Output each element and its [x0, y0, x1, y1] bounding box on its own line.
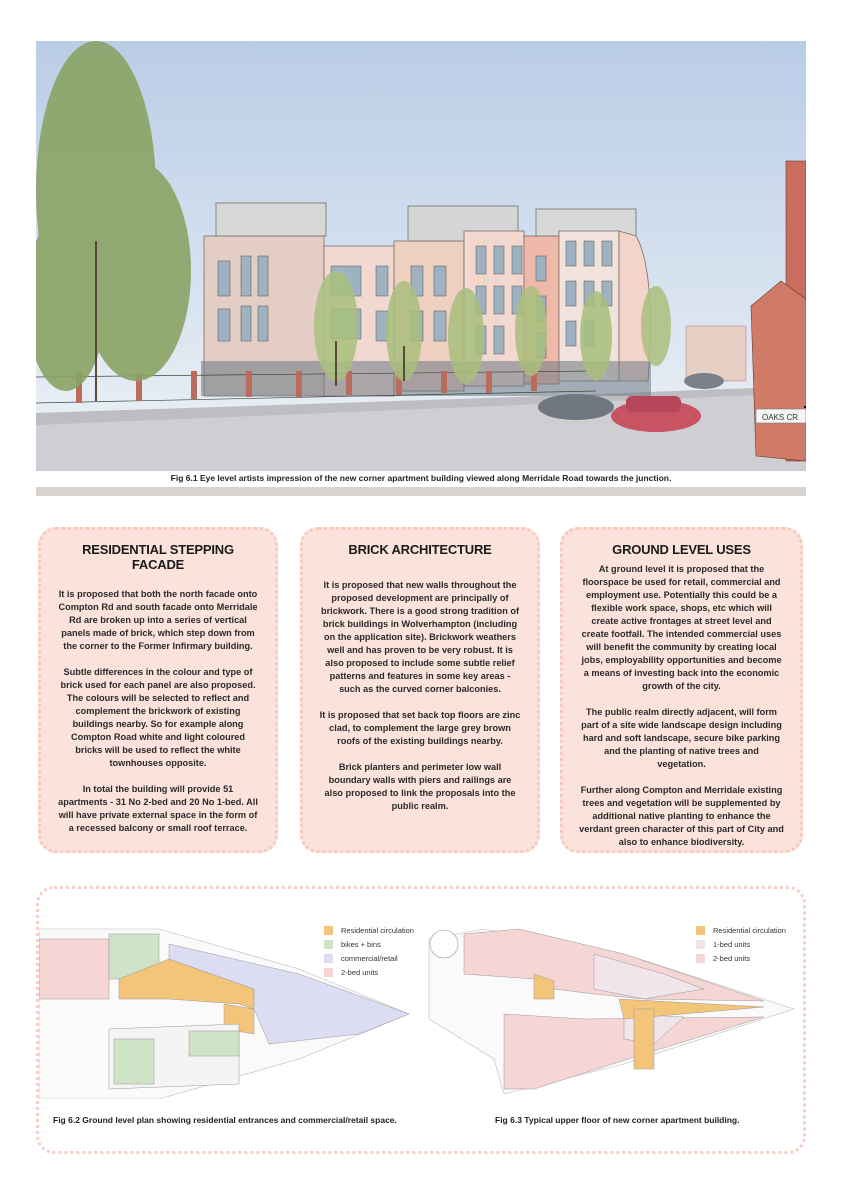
legend-label: commercial/retail — [341, 953, 398, 963]
legend-swatch — [696, 926, 705, 935]
card-paragraph: Brick planters and perimeter low wall boundary walls with piers and railings are also proposed to link the proposals into the public realm. — [324, 762, 516, 811]
figure-caption-6-1: Fig 6.1 Eye level artists impression of the new corner apartment building viewed along Merridale Road towards the junction. — [36, 471, 806, 487]
artist-impression-image — [36, 41, 806, 471]
card-paragraph: It is proposed that both the north facade onto Compton Rd and south facade onto Merridale Rd are broken up into a series of vertical panels made of brick, which step down from the corner to the Former Infirmary building. — [58, 589, 258, 651]
card-paragraph: Further along Compton and Merridale existing trees and vegetation will be supplemented by additional native planting to enhance the verdant green character of this part of City and also to enhance biodiversity. — [579, 785, 784, 847]
card-paragraph: The public realm directly adjacent, will form part of a site wide landscape design including hard and soft landscape, secure bike parking and the planting of native trees and vegetation. — [581, 707, 782, 769]
legend-item — [696, 923, 786, 937]
legend-swatch — [324, 926, 333, 935]
legend-item — [696, 951, 786, 965]
card-title: GROUND LEVEL USES — [612, 542, 751, 557]
legend-label: 2-bed units — [713, 953, 751, 963]
card-paragraph: At ground level it is proposed that the floorspace be used for retail, commercial and employment use. Potentially this could be a flexible work space, shops, etc which will create active frontages at street level and create footfall. The intended commercial uses will benefit the community by creating local jobs, employability opportunities and become a means of investing back into the economic growth of the city. — [581, 564, 782, 691]
legend-label: Residential circulation — [713, 925, 786, 935]
legend-item — [324, 923, 414, 937]
legend-swatch — [324, 940, 333, 949]
hero-illustration — [36, 41, 806, 471]
legend-label: 2-bed units — [341, 967, 379, 977]
legend-item — [324, 965, 414, 979]
card-paragraph: In total the building will provide 51 apartments - 31 No 2-bed and 20 No 1-bed. All will have private external space in the form of a recessed balcony or small roof terrace. — [58, 784, 258, 833]
card-paragraph: Subtle differences in the colour and type of brick used for each panel are also proposed. The colours will be selected to reflect and complement the brickwork of existing buildings nearby. So for example along Compton Road white and light coloured bricks will be used to reflect the white townhouses opposite. — [60, 667, 256, 768]
legend-label: 1-bed units — [713, 939, 751, 949]
legend-label: bikes + bins — [341, 939, 381, 949]
legend-item — [696, 937, 786, 951]
floor-plans-panel — [36, 886, 806, 1154]
card-ground-level-uses — [560, 527, 803, 853]
street-sign-text: OAKS CR — [762, 413, 799, 422]
figure-caption-6-2: Fig 6.2 Ground level plan showing residential entrances and commercial/retail space. — [53, 1115, 397, 1125]
figure-caption-6-3: Fig 6.3 Typical upper floor of new corner apartment building. — [495, 1115, 740, 1125]
legend-label: Residential circulation — [341, 925, 414, 935]
legend-swatch — [696, 940, 705, 949]
legend-swatch — [324, 968, 333, 977]
ground-plan-legend — [324, 923, 414, 979]
card-paragraph: It is proposed that set back top floors are zinc clad, to complement the large grey brown roofs of the existing buildings nearby. — [319, 710, 521, 746]
legend-swatch — [696, 954, 705, 963]
card-title: RESIDENTIAL STEPPING FACADE — [82, 542, 234, 572]
divider-strip — [36, 487, 806, 496]
card-title: BRICK ARCHITECTURE — [348, 542, 492, 557]
legend-item — [324, 937, 414, 951]
legend-item — [324, 951, 414, 965]
card-brick-architecture — [300, 527, 540, 853]
card-residential-stepping-facade — [38, 527, 278, 853]
legend-swatch — [324, 954, 333, 963]
upper-plan-legend — [696, 923, 786, 965]
card-paragraph: It is proposed that new walls throughout the proposed development are principally of brickwork. There is a good strong tradition of brick buildings in Wolverhampton (including on the application site). Brickwork weathers well and has proven to be very robust. It is also proposed to include some subtle relief patterns and features in some key areas - such as the curved corner balconies. — [320, 580, 520, 694]
